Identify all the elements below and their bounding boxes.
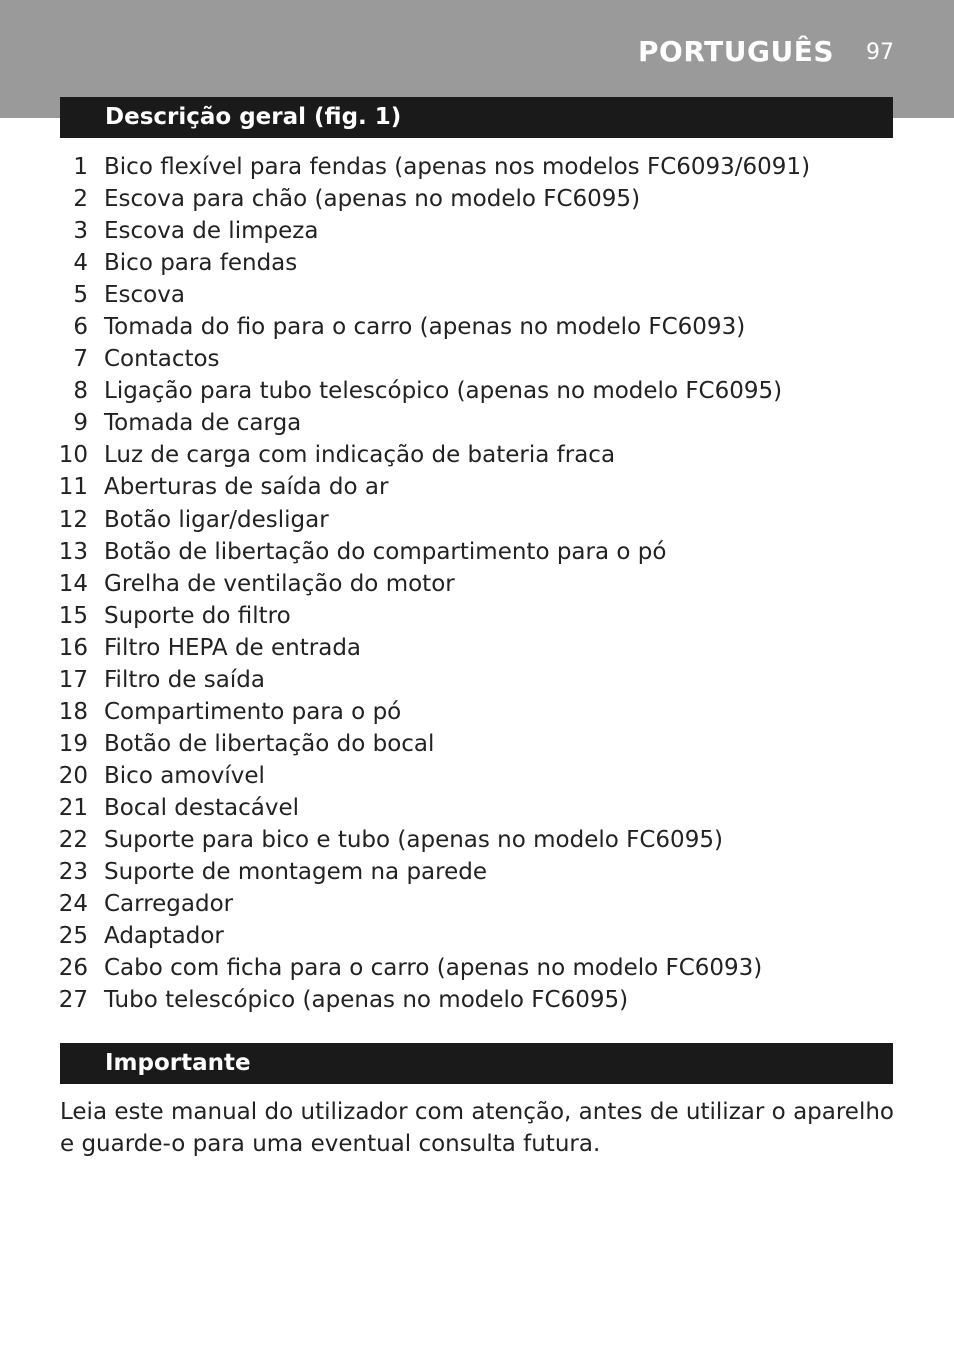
- list-item-text: Tomada de carga: [104, 410, 302, 437]
- list-item-number: 6: [73, 314, 88, 341]
- list-item-number: 11: [58, 474, 88, 501]
- list-item-text: Filtro HEPA de entrada: [104, 634, 362, 661]
- list-item-number: 12: [58, 506, 88, 533]
- list-item-text: Suporte do filtro: [104, 602, 291, 629]
- list-item-text: Adaptador: [104, 923, 224, 950]
- list-item: [0, 888, 954, 920]
- list-item: [0, 247, 954, 279]
- list-item-text: Botão de libertação do compartimento para o pó: [104, 538, 667, 565]
- list-item: [0, 728, 954, 760]
- list-item-number: 1: [73, 154, 88, 180]
- list-item-text: Cabo com ficha para o carro (apenas no modelo FC6093): [104, 955, 763, 982]
- list-item-text: Luz de carga com indicação de bateria fraca: [104, 442, 616, 469]
- list-item: [0, 471, 954, 503]
- list-item-text: Escova para chão (apenas no modelo FC6095): [104, 186, 641, 213]
- list-item-text: Tubo telescópico (apenas no modelo FC6095): [104, 987, 629, 1014]
- list-item: [0, 536, 954, 568]
- list-item: [0, 151, 954, 183]
- list-item: [0, 343, 954, 375]
- list-item-text: Suporte de montagem na parede: [104, 859, 488, 886]
- list-item-text: Botão ligar/desligar: [104, 506, 329, 533]
- list-item: [0, 600, 954, 632]
- list-item-text: Aberturas de saída do ar: [104, 474, 389, 501]
- list-item-number: 21: [58, 794, 88, 821]
- list-item-text: Bico para fendas: [104, 250, 298, 277]
- section-heading-overview: Descrição geral (fig. 1): [60, 97, 893, 138]
- list-item: [0, 375, 954, 407]
- list-item-number: 19: [58, 730, 88, 757]
- list-item-number: 16: [58, 634, 88, 661]
- list-item-number: 17: [58, 666, 88, 693]
- list-item-number: 7: [73, 346, 88, 373]
- list-item-text: Bico flexível para fendas (apenas nos modelos FC6093/6091): [104, 154, 811, 180]
- list-item-number: 4: [73, 250, 88, 277]
- list-item: [0, 215, 954, 247]
- list-item-number: 9: [73, 410, 88, 437]
- list-item-text: Bocal destacável: [104, 794, 300, 821]
- language-title: PORTUGUÊS: [638, 35, 834, 68]
- list-item-text: Ligação para tubo telescópico (apenas no modelo FC6095): [104, 378, 783, 405]
- list-item-text: Contactos: [104, 346, 220, 373]
- list-item-number: 27: [58, 987, 88, 1014]
- list-item-text: Compartimento para o pó: [104, 698, 402, 725]
- list-item: [0, 664, 954, 696]
- list-item-text: Botão de libertação do bocal: [104, 730, 435, 757]
- list-item-number: 14: [58, 570, 88, 597]
- list-item: [0, 792, 954, 824]
- list-item-text: Filtro de saída: [104, 666, 265, 693]
- list-item: [0, 984, 954, 1016]
- list-item-number: 8: [73, 378, 88, 405]
- important-paragraph: Leia este manual do utilizador com atenção, antes de utilizar o aparelho e guarde-o para uma eventual consulta futura.: [60, 1099, 894, 1157]
- list-item-number: 18: [58, 698, 88, 725]
- list-item-number: 15: [58, 602, 88, 629]
- page-number: 97: [866, 40, 894, 65]
- list-item: [0, 504, 954, 536]
- section-heading-important: Importante: [60, 1043, 893, 1084]
- list-item-number: 10: [58, 442, 88, 469]
- list-item: [0, 760, 954, 792]
- list-item: [0, 439, 954, 471]
- list-item-number: 23: [58, 859, 88, 886]
- list-item: [0, 407, 954, 439]
- list-item-text: Tomada do fio para o carro (apenas no modelo FC6093): [104, 314, 746, 341]
- list-item-number: 22: [58, 826, 88, 853]
- parts-list: [0, 151, 954, 1016]
- list-item-number: 13: [58, 538, 88, 565]
- list-item-number: 3: [73, 218, 88, 245]
- list-item: [0, 952, 954, 984]
- list-item-text: Escova de limpeza: [104, 218, 319, 245]
- list-item-number: 5: [73, 282, 88, 309]
- list-item: [0, 632, 954, 664]
- list-item: [0, 568, 954, 600]
- list-item: [0, 696, 954, 728]
- list-item-text: Bico amovível: [104, 762, 265, 789]
- list-item-number: 25: [58, 923, 88, 950]
- list-item-number: 20: [58, 762, 88, 789]
- list-item-text: Carregador: [104, 891, 234, 918]
- list-item-text: Grelha de ventilação do motor: [104, 570, 455, 597]
- list-item: [0, 824, 954, 856]
- list-item-number: 2: [73, 186, 88, 213]
- list-item-text: Escova: [104, 282, 185, 309]
- list-item-text: Suporte para bico e tubo (apenas no modelo FC6095): [104, 826, 723, 853]
- list-item-number: 24: [58, 891, 88, 918]
- list-item: [0, 920, 954, 952]
- list-item-number: 26: [58, 955, 88, 982]
- list-item: [0, 279, 954, 311]
- list-item: [0, 311, 954, 343]
- list-item: [0, 183, 954, 215]
- list-item: [0, 856, 954, 888]
